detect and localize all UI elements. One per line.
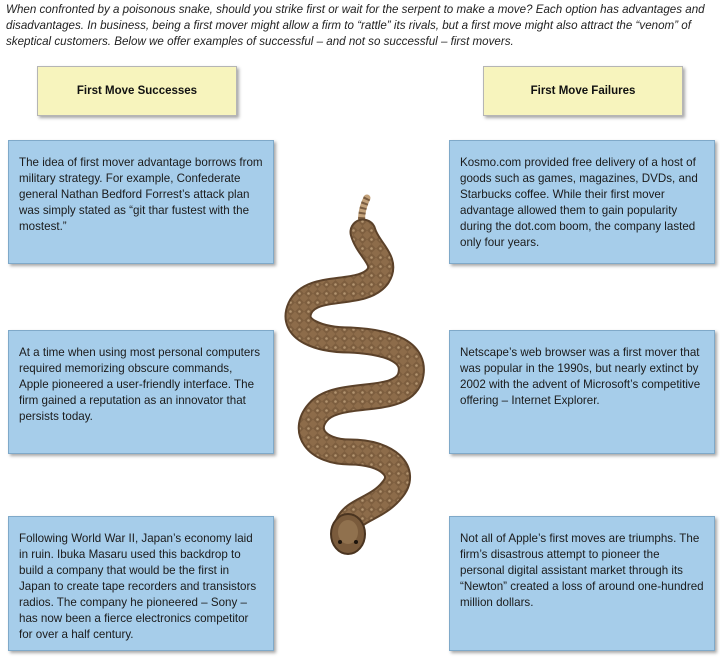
failure-card-newton: Not all of Apple’s first moves are triumphs. The firm’s disastrous attempt to pioneer the personal digital assistant market through its “Newton” created a loss of around one-hundred million dollars. [449,516,715,651]
rattlesnake-icon [250,190,460,555]
header-failures: First Move Failures [483,66,683,116]
intro-text: When confronted by a poisonous snake, should you strike first or wait for the serpent to make a move? Each option has advantages and disadvantages. In business, being a first mover might allow a firm to “rattle” its rivals, but a first move might also attract the “venom” of skeptical customers. Below we offer examples of successful – and not so successful – first movers. [6,3,705,48]
failure-card-netscape: Netscape’s web browser was a first mover that was popular in the 1990s, but nearly extinct by 2002 with the advent of Microsoft’s competitive offering – Internet Explorer. [449,330,715,454]
success-card-apple: At a time when using most personal computers required memorizing obscure commands, Apple pioneered a user-friendly interface. The firm gained a reputation as an innovator that persists today. [8,330,274,454]
rattlesnake-illustration [250,190,460,555]
failure-card-kosmo: Kosmo.com provided free delivery of a host of goods such as games, magazines, DVDs, and Starbucks coffee. While their first mover advantage allowed them to gain popularity during the dot.com boom, the company lasted only four years. [449,140,715,264]
success-card-military: The idea of first mover advantage borrows from military strategy. For example, Confederate general Nathan Bedford Forrest’s attack plan was simply stated as “git thar fustest with the mostest.” [8,140,274,264]
header-successes: First Move Successes [37,66,237,116]
success-card-sony: Following World War II, Japan’s economy laid in ruin. Ibuka Masaru used this backdrop to build a company that would be the first in Japan to create tape recorders and transistors radios. The company he pioneered – Sony – has now been a fierce electronics competitor for over a half century. [8,516,274,651]
